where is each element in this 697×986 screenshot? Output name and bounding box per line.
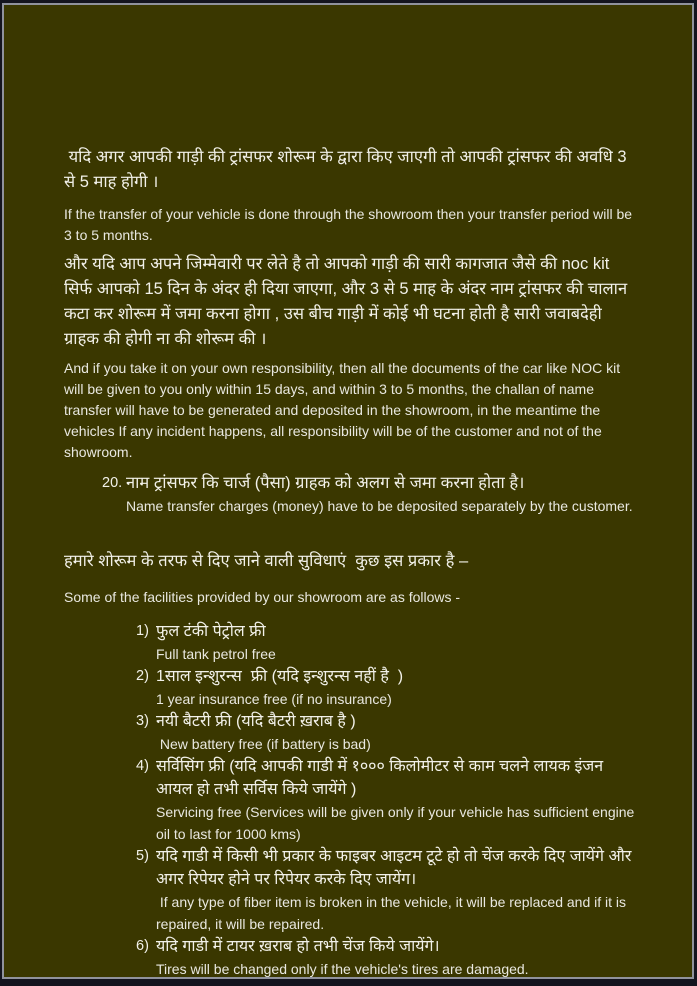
facility-item-2-hindi: 1साल इन्शुरन्स फ्री (यदि इन्शुरन्स नहीं है ) bbox=[156, 668, 404, 685]
facility-item-1-number: 1) bbox=[136, 623, 149, 639]
paragraph-transfer-period-english: If the transfer of your vehicle is done through the showroom then your transfer period will be 3 to 5 months. bbox=[64, 206, 636, 243]
facility-item-1-hindi: फुल टंकी पेट्रोल फ्री bbox=[156, 623, 266, 640]
facility-item-5 bbox=[136, 845, 638, 935]
facility-item-4-hindi: सर्विसिंग फ्री (यदि आपकी गाडी में १००० किलोमीटर से काम चलने लायक इंजन आयल हो तभी सर्विस किये जायेंगे ) bbox=[156, 758, 608, 798]
paragraph-own-responsibility-hindi: और यदि आप अपने जिम्मेवारी पर लेते है तो आपको गाड़ी की सारी कागजात जैसे की noc kit सिर्फ आपको 15 दिन के अंदर ही दिया जाएगा, और 3 से 5 माह के अंदर नाम ट्रांसफर की चालान कटा कर शोरूम में जमा करना होगा , उस बीच गाड़ी में कोई भी घटना होती है सारी जवाबदेही ग्राहक की होगी ना की शोरूम की । bbox=[64, 255, 632, 348]
facility-item-1 bbox=[136, 620, 638, 665]
list-item-20-number: 20. bbox=[102, 475, 123, 491]
facility-item-5-hindi: यदि गाडी में किसी भी प्रकार के फाइबर आइटम टूटे हो तो चेंज करके दिए जायेंगे और अगर रिपेयर होने पर रिपेयर करके दिए जायेंग। bbox=[156, 848, 636, 888]
facility-item-4 bbox=[136, 755, 638, 845]
list-item-20-body bbox=[126, 471, 638, 517]
facility-item-3 bbox=[136, 710, 638, 755]
facility-item-2-number: 2) bbox=[136, 668, 149, 684]
facility-item-5-english: If any type of fiber item is broken in the vehicle, it will be replaced and if it is repaired, it will be repaired. bbox=[156, 894, 630, 932]
facility-item-5-number: 5) bbox=[136, 848, 149, 864]
facility-item-6 bbox=[136, 935, 638, 979]
list-item-20-english: Name transfer charges (money) have to be deposited separately by the customer. bbox=[126, 498, 633, 514]
facility-item-3-hindi: नयी बैटरी फ्री (यदि बैटरी ख़राब है ) bbox=[156, 713, 356, 730]
facility-item-4-number: 4) bbox=[136, 758, 149, 774]
facility-item-2 bbox=[136, 665, 638, 710]
facility-item-6-english: Tires will be changed only if the vehicle's tires are damaged. bbox=[156, 961, 529, 977]
facility-item-4-english: Servicing free (Services will be given only if your vehicle has sufficient engine oil to last for 1000 kms) bbox=[156, 804, 639, 842]
facility-item-1-english: Full tank petrol free bbox=[156, 646, 276, 662]
facility-item-6-number: 6) bbox=[136, 938, 149, 954]
facilities-list bbox=[136, 620, 638, 979]
paragraph-transfer-period-hindi: यदि अगर आपकी गाड़ी की ट्रांसफर शोरूम के द्वारा किए जाएगी तो आपकी ट्रांसफर की अवधि 3 से 5 माह होगी । bbox=[64, 148, 632, 191]
document-page bbox=[2, 3, 694, 979]
facilities-heading-hindi: हमारे शोरूम के तरफ से दिए जाने वाली सुविधाएं कुछ इस प्रकार है – bbox=[64, 552, 469, 570]
facility-item-6-hindi: यदि गाडी में टायर ख़राब हो तभी चेंज किये जायेंगे। bbox=[156, 938, 440, 955]
facilities-heading-english: Some of the facilities provided by our showroom are as follows - bbox=[64, 589, 461, 605]
list-item-20 bbox=[102, 471, 638, 517]
facility-item-3-english: New battery free (if battery is bad) bbox=[156, 736, 371, 752]
paragraph-own-responsibility-english: And if you take it on your own responsibility, then all the documents of the car like NOC kit will be given to you only within 15 days, and within 3 to 5 months, the challan of name transfer will have to be generated and deposited in the showroom, in the meantime the vehicles If any incident happens, all responsibility will be of the customer and not of the showroom. bbox=[64, 360, 625, 460]
facility-item-3-number: 3) bbox=[136, 713, 149, 729]
facility-item-2-english: 1 year insurance free (if no insurance) bbox=[156, 691, 392, 707]
list-item-20-hindi: नाम ट्रांसफर कि चार्ज (पैसा) ग्राहक को अलग से जमा करना होता है। bbox=[126, 474, 525, 492]
